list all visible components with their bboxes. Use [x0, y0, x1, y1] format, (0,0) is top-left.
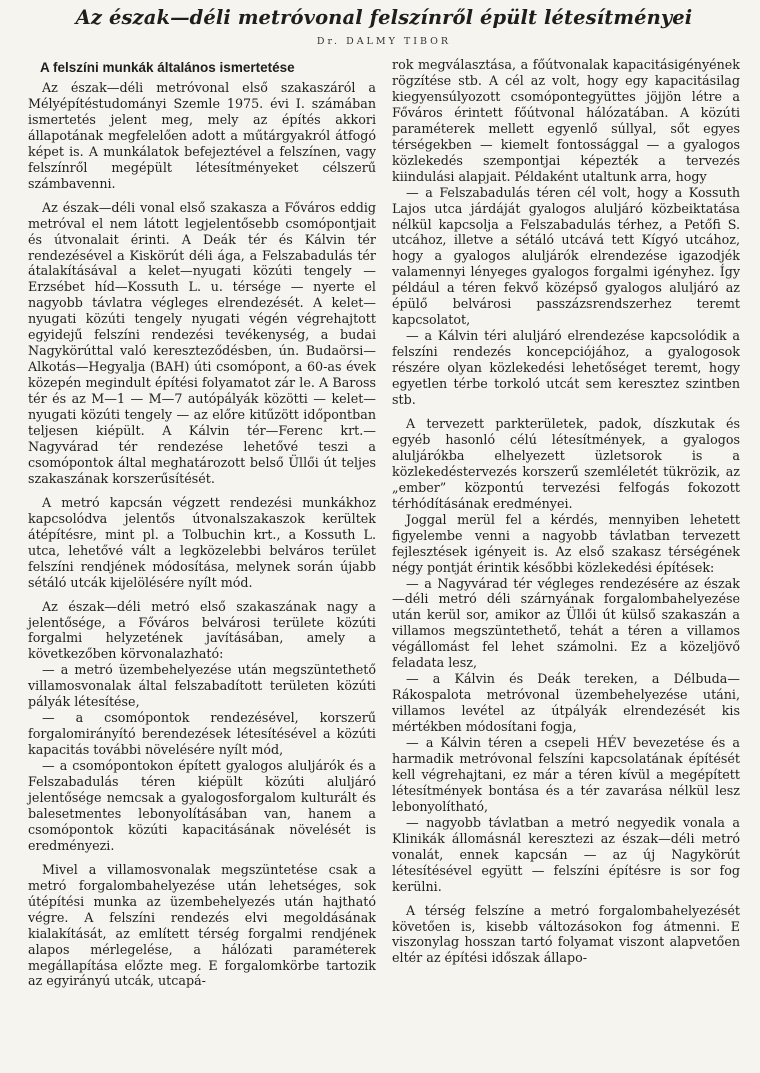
paragraph: Mivel a villamosvonalak megszüntetése csak a metró forgalombahelyezése után lehetséges, sok útépítési munka az üzembehelyezés után hajtható végre. A felszíni rendezés elvi megoldásának kialakítását, az említett térség forgalmi rendjének alapos mérlegelése, a hálózati paraméterek megállapítása előzte meg. E forgalomkörbe tartozik az egyirányú utcák, utcapá-: [28, 861, 376, 989]
article-title: Az észak—déli metróvonal felszínről épült létesítményei: [75, 6, 693, 29]
paragraph: A tervezett parkterületek, padok, díszkutak és egyéb hasonló célú létesítmények, a gyalogos aluljárókba elhelyezett üzletsorok is a közlekedéstervezés korszerű szemléletét tükrözik, az „ember” központú tervezési felfogás fokozott térhódításának eredményei.: [392, 415, 740, 511]
article-author: Dr. DALMY TIBOR: [316, 36, 452, 47]
left-column: [28, 57, 376, 989]
list-item: — a Kálvin és Deák tereken, a Délbuda—Rákospalota metróvonal üzembehelyezése utáni, villamos levétel az útpályák elrendezését kis mértékben módosítani fogja,: [392, 671, 740, 735]
list-item: — a csomópontokon épített gyalogos aluljárók és a Felszabadulás téren kiépült közúti aluljáró jelentősége nemcsak a gyalogosforgalom kulturált és balesetmentes lebonyolításában van, hanem a csomópontok közúti kapacitásának növelését is eredményezi.: [28, 758, 376, 853]
list-item: — nagyobb távlatban a metró negyedik vonala a Klinikák állomásnál keresztezi az észak—déli metró vonalát, ennek kapcsán — az új Nagykörút létesítésével együtt — felszíni építésre is sor fog kerülni.: [392, 814, 740, 894]
list-item: — a Kálvin téri aluljáró elrendezése kapcsolódik a felszíni rendezés koncepciójához, a gyalogosok részére olyan közlekedési lehetőséget teremt, hogy egyetlen térbe torkoló utcát sem keresztez szintben stb.: [392, 328, 740, 408]
list-item: — a csomópontok rendezésével, korszerű forgalomirányító berendezések létesítésével a közúti kapacitás további növelésére nyílt mód,: [28, 710, 376, 758]
paragraph: A metró kapcsán végzett rendezési munkákhoz kapcsolódva jelentős útvonalszakaszok kerültek átépítésre, mint pl. a Tolbuchin krt., a Kossuth L. utca, lehetővé vált a legközelebbi belváros terület felszíni rendjének módosítása, melynek során újabb sétáló utcák kijelölésére nyílt mód.: [28, 494, 376, 590]
list-item: — a Felszabadulás téren cél volt, hogy a Kossuth Lajos utca járdáját gyalogos aluljáró közbeiktatása nélkül kapcsolja a Felszabadulás térhez, a Petőfi S. utcához, illetve a sétáló utcává tett Kígyó utcához, hogy a gyalogos aluljárók elrendezése igazodjék valamennyi lényeges gyalogos forgalmi igényhez. Így például a téren fekvő középső gyalogos aluljáró az épülő belvárosi passzázsrendszerhez teremt kapcsolatot,: [392, 184, 740, 328]
list-item: — a Kálvin téren a csepeli HÉV bevezetése és a harmadik metróvonal felszíni kapcsolatának építését kell végrehajtani, ez már a téren kívül a megépített létesítmények bontása és a tér zavarása nélkül lesz lebonyolítható,: [392, 735, 740, 814]
paragraph: Az észak—déli metró első szakaszának nagy a jelentősége, a Főváros belvárosi területe közúti forgalmi helyzetének javításában, amely a következőben körvonalazható:: [28, 598, 376, 662]
paragraph: A térség felszíne a metró forgalombahelyezését követően is, kisebb változásokon fog átmenni. E viszonylag hosszan tartó folyamat viszont alapvetően eltér az építési időszak állapo-: [392, 902, 740, 966]
list-item: — a metró üzembehelyezése után megszüntethető villamosvonalak által felszabadított területen közúti pályák létesítése,: [28, 662, 376, 710]
paragraph: Az észak—déli vonal első szakasza a Főváros eddig metróval el nem látott legjelentősebb csomópontjait és útvonalait érinti. A Deák tér és Kálvin tér rendezésével a Kiskörút déli ága, a Felszabadulás tér átalakításával a kelet—nyugati közúti tengely — Erzsébet híd—Kossuth L. u. térsége — nyerte el nagyobb távlatra végleges elrendezését. A kelet—nyugati közúti tengely nyugati végén végrehajtott egyidejű felszíni rendezési tevékenység, a budai Nagykörúttal való kereszteződésben, ún. Budaörsi—Alkotás—Hegyalja (BAH) úti csomópont, a 60-as évek közepén megindult építési folyamatot zár le. A Baross tér és az M—1 — M—7 autópályák közötti — kelet—nyugati közúti tengely — az előre kitűzött időpontban teljesen kiépült. A Kálvin tér—Ferenc krt.—Nagyvárad tér rendezése lehetővé teszi a csomópontok által meghatározott belső Üllői út teljes szakaszának korszerűsítését.: [28, 199, 376, 486]
paragraph: Az észak—déli metróvonal első szakaszáról a Mélyépítéstudományi Szemle 1975. évi I. számában ismertetés jelent meg, mely az építés akkori állapotának megfelelően adott a műtárgyakról átfogó képet is. A munkálatok befejeztével a felszínen, vagy felszínről megépült létesítményeket célszerű számbavenni.: [28, 80, 376, 191]
list-item: — a Nagyvárad tér végleges rendezésére az észak—déli metró déli szárnyának forgalombahelyezése után kerül sor, amikor az Üllői út külső szakaszán a villamos megszüntethető, tehát a téren a villamos végállomást fel lehet számolni. Ez a közeljövő feladata lesz,: [392, 575, 740, 671]
section-heading: A felszíni munkák általános ismertetése: [40, 60, 295, 75]
paragraph: rok megválasztása, a főútvonalak kapacitásigényének rögzítése stb. A cél az volt, hogy egy kapacitásilag kiegyensúlyozott csomópontegyüttes jöjjön létre a Főváros érintett főútvonal hálózatában. A közúti paraméterek mellett egyenlő súllyal, sőt egyes térségekben — kiemelt fontossággal — a gyalogos közlekedés szempontjai képezték a tervezés kiindulási alapjait. Példaként utaltunk arra, hogy: [392, 57, 740, 184]
article-body: [28, 57, 740, 989]
right-column: [392, 57, 740, 966]
paragraph: Joggal merül fel a kérdés, mennyiben lehetett figyelembe venni a nagyobb távlatban tervezett fejlesztések igényeit is. Az első szakasz térségének négy pontját érintik későbbi közlekedési építések:: [392, 511, 740, 575]
